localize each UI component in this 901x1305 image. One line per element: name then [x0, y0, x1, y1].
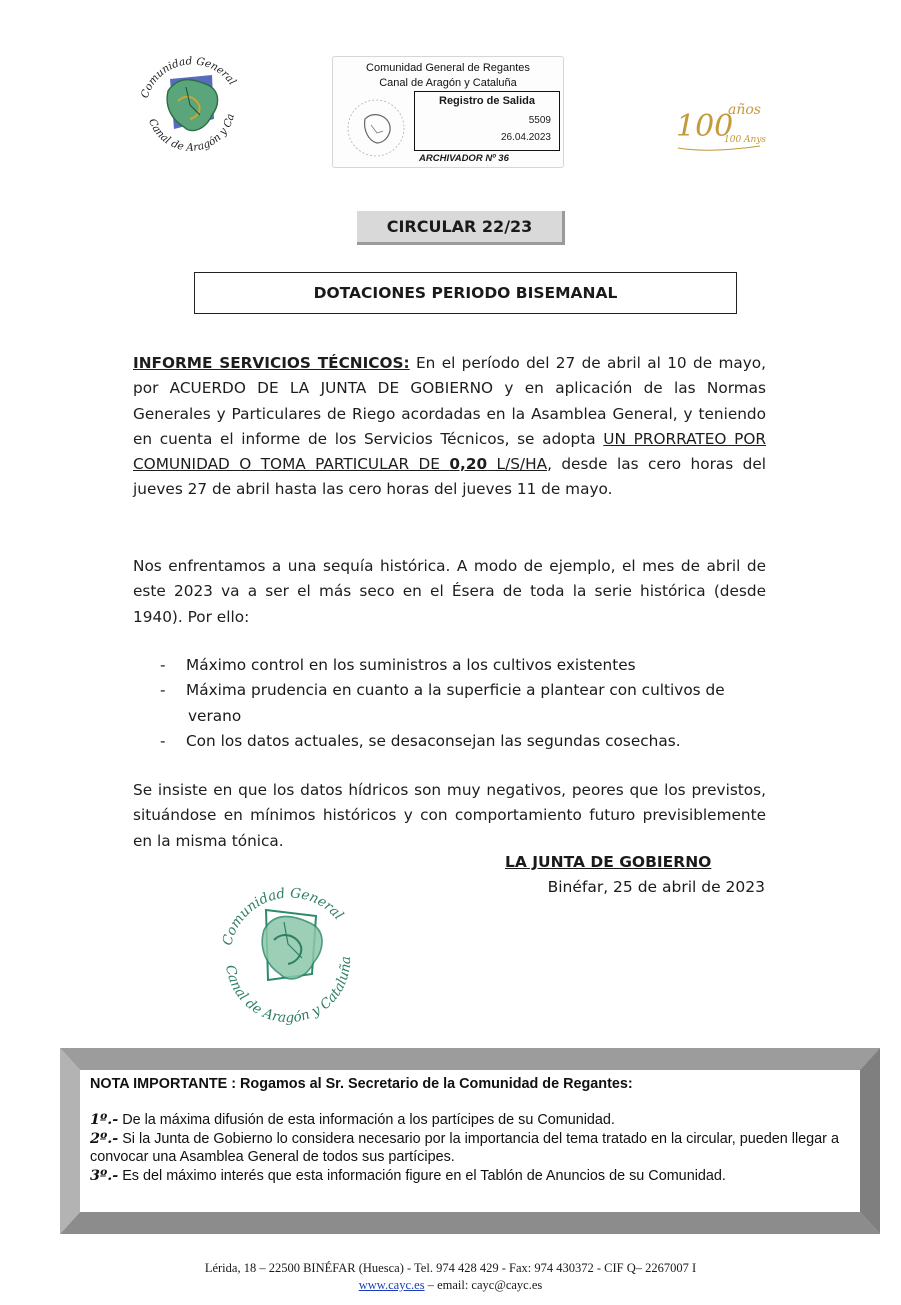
nota-item — [90, 1167, 860, 1185]
nota-item-text: Si la Junta de Gobierno lo considera necesario por la importancia del tema tratado en la circular, pueden llegar a convocar una Asamblea General de todos sus partícipes. — [90, 1130, 839, 1166]
stamp-seal-icon — [345, 97, 407, 159]
registro-date: 26.04.2023 — [500, 132, 551, 143]
footer-links — [0, 1277, 901, 1294]
informe-text-a: En el período del 27 de abril al 10 de mayo, por ACUERDO DE LA JUNTA DE GOBIERNO y en aplicación de las Normas Generales y Particulares de Riego acordadas en la Asamblea General, y teniendo en cuenta el informe de los Servicios Técnicos, se adopta — [133, 354, 766, 448]
list-item-text-continued: verano — [188, 706, 242, 725]
seal-ring-text-bottom: Canal de Aragón y Cataluña — [222, 956, 355, 1026]
footer-email[interactable]: email: cayc@cayc.es — [437, 1278, 543, 1292]
centenary-script: años — [728, 102, 761, 118]
archivador-label: ARCHIVADOR Nº 36 — [419, 153, 509, 164]
nota-item-number: 2º.- — [90, 1129, 119, 1147]
registry-stamp — [332, 56, 564, 168]
list-item-text: Máxima prudencia en cuanto a la superficie a plantear con cultivos de — [186, 681, 725, 700]
nota-item-text: De la máxima difusión de esta información a los partícipes de su Comunidad. — [118, 1112, 615, 1129]
centenary-sub: 100 Anys — [724, 135, 767, 145]
list-item-text: Con los datos actuales, se desaconsejan las segundas cosechas. — [186, 731, 681, 750]
nota-importante — [90, 1075, 860, 1185]
paragraph-informe — [133, 351, 766, 503]
nota-item — [90, 1111, 860, 1129]
footer-address: Lérida, 18 – 22500 BINÉFAR (Huesca) - Tel. 974 428 429 - Fax: 974 430372 - CIF Q– 2267007 I — [204, 1261, 697, 1275]
community-seal-stamp — [208, 866, 366, 1026]
document-title: DOTACIONES PERIODO BISEMANAL — [194, 272, 737, 314]
signature-body: LA JUNTA DE GOBIERNO — [505, 853, 712, 871]
list-dash: - — [160, 731, 166, 750]
list-dash: - — [160, 656, 166, 674]
registro-label: Registro de Salida — [439, 95, 535, 107]
logo-ring-text-bottom: Canal de Aragón y Ca — [146, 112, 238, 154]
signature-place-date: Binéfar, 25 de abril de 2023 — [547, 878, 765, 896]
nota-title: NOTA IMPORTANTE : Rogamos al Sr. Secretario de la Comunidad de Regantes: — [90, 1076, 633, 1092]
informe-text-b: , desde las cero horas del jueves 27 de abril hasta las cero horas del jueves 11 de mayo. — [133, 455, 767, 499]
nota-item-number: 3º.- — [90, 1166, 119, 1184]
community-logo-top — [128, 45, 252, 163]
list-item — [160, 729, 770, 754]
footer-contact — [0, 1260, 901, 1294]
measures-list — [160, 653, 770, 754]
informe-rate-value: 0,20 — [449, 455, 488, 474]
nota-item — [90, 1130, 860, 1167]
nota-item-text: Es del máximo interés que esta información figure en el Tablón de Anuncios de su Comunidad. — [118, 1167, 726, 1184]
list-item — [160, 653, 770, 678]
circular-number-title: CIRCULAR 22/23 — [357, 211, 565, 245]
logo-ring-text-top: Comunidad General — [138, 55, 239, 100]
informe-lead: INFORME SERVICIOS TÉCNICOS: — [133, 354, 410, 372]
registro-salida-box — [414, 91, 560, 151]
footer-separator: – — [424, 1278, 438, 1292]
paragraph-sequia: Nos enfrentamos a una sequía histórica. A modo de ejemplo, el mes de abril de este 2023 va a ser el más seco en el Ésera de toda la serie histórica (desde 1940). Por ello: — [133, 557, 766, 626]
nota-item-number: 1º.- — [90, 1111, 119, 1129]
list-item-text: Máximo control en los suministros a los cultivos existentes — [186, 656, 636, 674]
centenary-number: 100 — [676, 109, 734, 144]
informe-rate-unit: L/S/HA — [487, 455, 548, 474]
list-item — [160, 678, 770, 729]
stamp-org-name: Comunidad General de Regantes Canal de Aragón y Cataluña — [366, 62, 530, 89]
website-link[interactable]: www.cayc.es — [358, 1278, 425, 1292]
informe-underline-a: UN PRORRATEO POR COMUNIDAD O TOMA PARTICULAR DE — [133, 429, 766, 474]
paragraph-datos-hidricos: Se insiste en que los datos hídricos son muy negativos, peores que los previstos, situándose en mínimos históricos y con comportamiento futuro previsiblemente en la misma tónica. — [133, 781, 766, 850]
seal-ring-text-top: Comunidad General — [219, 885, 347, 948]
registro-number: 5509 — [528, 115, 551, 126]
list-dash: - — [160, 681, 166, 700]
centenary-logo — [672, 92, 768, 160]
